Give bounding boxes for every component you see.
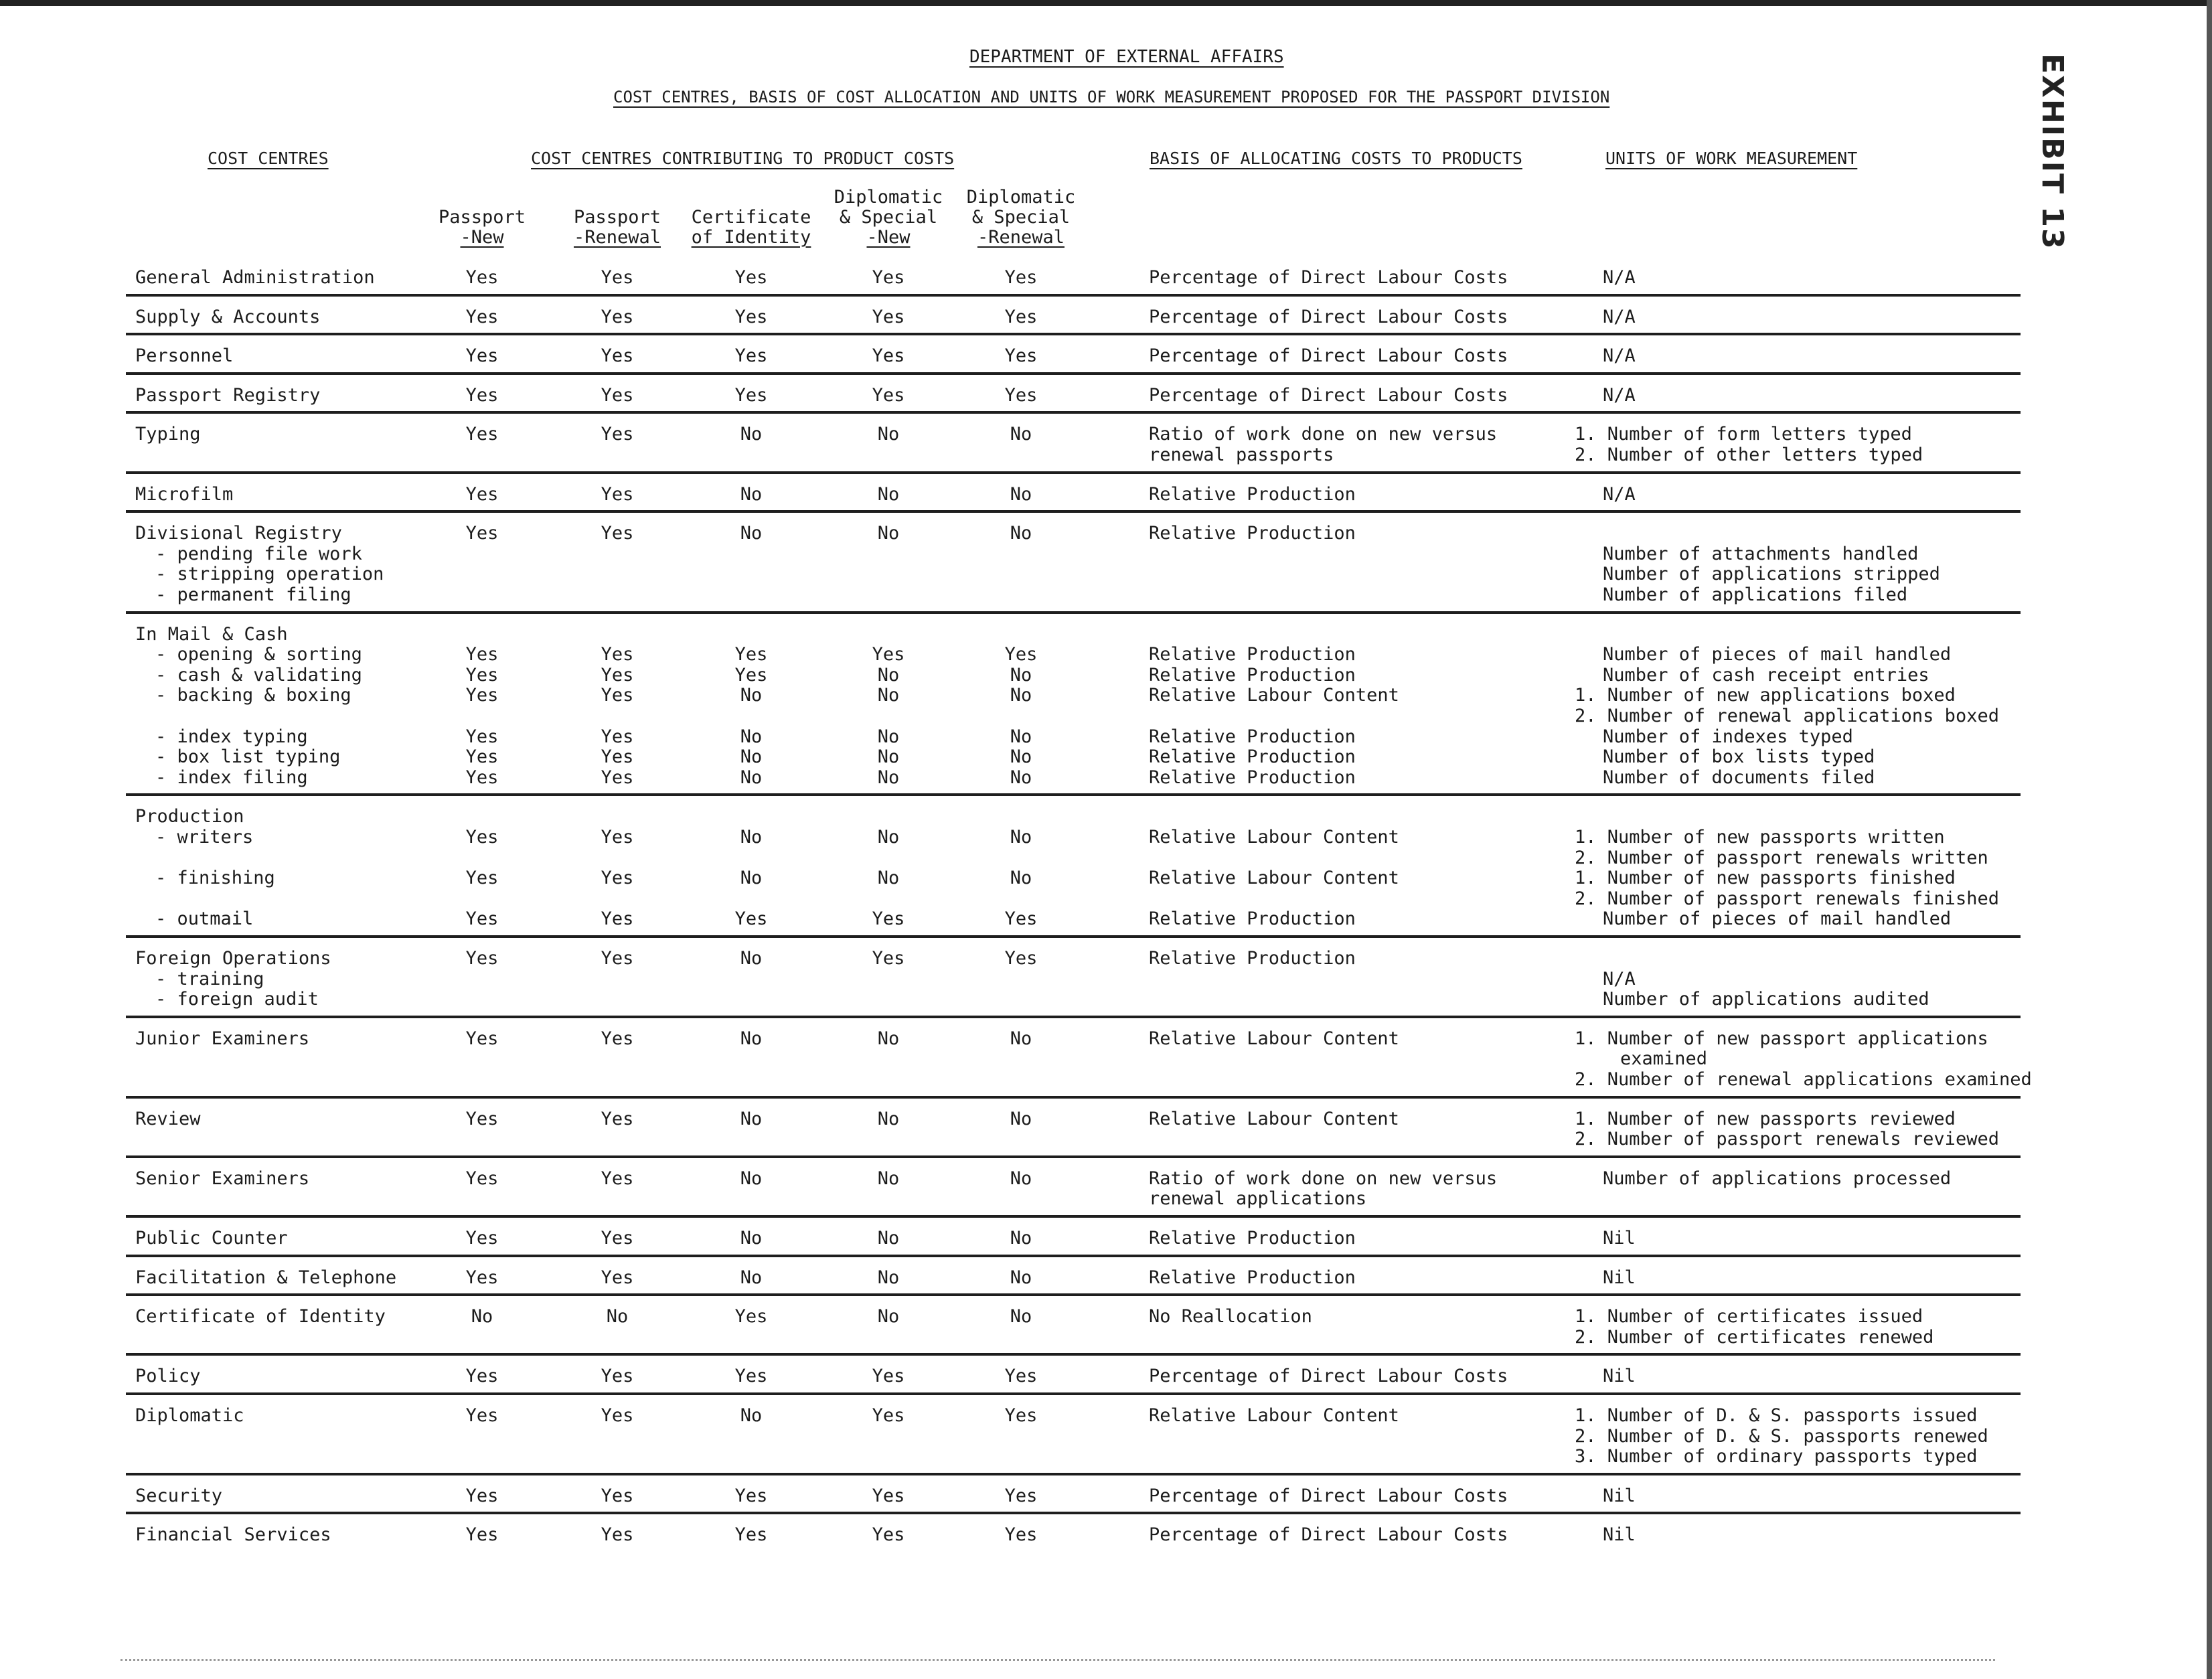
allocation-basis: renewal passports [1149,445,1334,465]
sub-cost-centre: - outmail [155,908,254,930]
allocation-basis: Relative Labour Content [1149,1108,1399,1129]
contribution-flag: Yes [601,424,634,445]
row-divider [126,1155,2021,1158]
work-unit: N/A [1603,483,1636,505]
contribution-flag: Yes [465,685,499,706]
contribution-flag: No [740,746,763,768]
contribution-flag: Yes [465,306,499,327]
cost-centre-name: Typing [135,424,201,445]
contribution-flag: Yes [601,1108,634,1129]
allocation-basis: Relative Labour Content [1149,685,1399,706]
column-header-line: -Renewal [573,227,661,248]
work-unit: 2. Number of certificates renewed [1575,1326,1934,1348]
work-unit: 1. Number of new passports finished [1575,868,1956,889]
sub-cost-centre: - box list typing [155,746,341,768]
work-unit: Number of applications audited [1603,989,1929,1010]
column-header-2 [544,208,691,248]
column-header-line: of Identity [691,227,811,248]
sub-cost-centre: - pending file work [155,543,362,564]
contribution-flag: Yes [734,644,768,665]
contribution-flag: Yes [601,384,634,406]
cost-centre-name: Personnel [135,345,234,367]
contribution-flag: Yes [601,767,634,788]
contribution-flag: Yes [601,644,634,665]
scan-top-edge [0,0,2212,6]
contribution-flag: No [1010,746,1032,768]
contribution-flag: Yes [872,948,905,969]
contribution-flag: No [740,523,763,544]
contribution-flag: Yes [465,483,499,505]
contribution-flag: No [877,1028,900,1049]
contribution-flag: Yes [465,746,499,768]
contribution-flag: No [1010,1267,1032,1288]
contribution-flag: No [740,1108,763,1129]
row-divider [126,935,2021,938]
contribution-flag: Yes [601,1228,634,1249]
row-divider [126,1255,2021,1257]
contribution-flag: No [606,1306,629,1328]
contribution-flag: No [740,1405,763,1426]
contribution-flag: Yes [601,345,634,367]
work-unit: Number of pieces of mail handled [1603,644,1952,665]
cost-centre-name: Review [135,1108,201,1129]
sub-cost-centre: - cash & validating [155,664,362,686]
work-unit: Number of cash receipt entries [1603,664,1929,686]
allocation-basis: Relative Production [1149,948,1356,969]
contribution-flag: Yes [465,1485,499,1506]
row-divider [126,333,2021,335]
work-unit: Number of applications stripped [1603,564,1940,585]
allocation-basis: renewal applications [1149,1188,1367,1210]
document-subtitle: COST CENTRES, BASIS OF COST ALLOCATION AND UNITS OF WORK MEASUREMENT PROPOSED FOR THE PASSPORT DIVISION [613,88,1610,106]
contribution-flag: No [740,767,763,788]
contribution-flag: Yes [601,868,634,889]
contribution-flag: No [877,483,900,505]
contribution-flag: Yes [1004,384,1038,406]
work-unit: N/A [1603,968,1636,989]
row-divider [126,372,2021,375]
contribution-flag: No [740,1168,763,1189]
column-header-1 [408,208,556,248]
column-header-line: & Special [839,207,938,228]
work-unit: N/A [1603,384,1636,406]
contribution-flag: Yes [601,1366,634,1387]
work-unit: Number of pieces of mail handled [1603,908,1952,930]
contribution-flag: No [1010,1306,1032,1328]
contribution-flag: Yes [601,1405,634,1426]
cost-centre-name: Certificate of Identity [135,1306,386,1328]
document-title: DEPARTMENT OF EXTERNAL AFFAIRS [969,47,1284,67]
work-unit: 1. Number of new passport applications [1575,1028,1988,1049]
cost-centre-name: Diplomatic [135,1405,244,1426]
contribution-flag: Yes [465,948,499,969]
contribution-flag: Yes [1004,908,1038,930]
contribution-flag: No [877,1168,900,1189]
allocation-basis: Relative Production [1149,767,1356,788]
allocation-basis: Relative Production [1149,908,1356,930]
contribution-flag: No [877,726,900,747]
allocation-basis: Percentage of Direct Labour Costs [1149,306,1508,327]
contribution-flag: No [1010,827,1032,848]
contribution-flag: No [877,868,900,889]
contribution-flag: Yes [601,726,634,747]
contribution-flag: Yes [465,868,499,889]
allocation-basis: Relative Production [1149,483,1356,505]
bottom-edge-marks [121,1659,1995,1662]
contribution-flag: Yes [601,1524,634,1546]
contribution-flag: Yes [872,345,905,367]
contribution-flag: Yes [1004,1405,1038,1426]
contribution-flag: Yes [601,685,634,706]
contribution-flag: Yes [465,1366,499,1387]
contribution-flag: No [877,746,900,768]
contribution-flag: Yes [601,746,634,768]
column-header-4 [815,187,962,248]
work-unit: Number of applications filed [1603,584,1908,605]
contribution-flag: Yes [734,908,768,930]
contribution-flag: Yes [465,908,499,930]
cost-centre-name: Microfilm [135,483,234,505]
contribution-flag: Yes [465,424,499,445]
allocation-basis: Percentage of Direct Labour Costs [1149,1485,1508,1506]
sub-cost-centre: - finishing [155,868,275,889]
work-unit: 1. Number of form letters typed [1575,424,1912,445]
contribution-flag: Yes [601,1168,634,1189]
row-divider [126,611,2021,614]
contribution-flag: Yes [601,908,634,930]
work-unit: 2. Number of D. & S. passports renewed [1575,1425,1988,1447]
sub-cost-centre: - index filing [155,767,308,788]
contribution-flag: No [740,1228,763,1249]
sub-cost-centre: - opening & sorting [155,644,362,665]
cost-centre-name: Public Counter [135,1228,288,1249]
cost-centre-name: Policy [135,1366,201,1387]
column-header-3 [678,208,825,248]
contribution-flag: No [1010,868,1032,889]
contribution-flag: No [1010,685,1032,706]
column-header-line: Diplomatic [834,187,943,208]
work-unit: Number of indexes typed [1603,726,1853,747]
contribution-flag: No [740,827,763,848]
row-divider [126,1096,2021,1099]
column-header-line: Passport [573,207,661,228]
contribution-flag: No [877,1267,900,1288]
allocation-basis: Percentage of Direct Labour Costs [1149,1524,1508,1546]
allocation-basis: Relative Production [1149,746,1356,768]
contribution-flag: Yes [872,306,905,327]
row-divider [126,1473,2021,1475]
work-unit: 2. Number of passport renewals finished [1575,888,1999,909]
contribution-flag: Yes [1004,1485,1038,1506]
header-basis: BASIS OF ALLOCATING COSTS TO PRODUCTS [1150,149,1522,168]
contribution-flag: Yes [872,644,905,665]
contribution-flag: Yes [465,523,499,544]
contribution-flag: Yes [734,1524,768,1546]
work-unit: Nil [1603,1228,1636,1249]
contribution-flag: No [1010,483,1032,505]
contribution-flag: Yes [601,827,634,848]
contribution-flag: No [877,685,900,706]
cost-centre-name: Divisional Registry [135,523,342,544]
row-divider [126,1392,2021,1395]
work-unit: 2. Number of other letters typed [1575,445,1923,465]
allocation-basis: Percentage of Direct Labour Costs [1149,267,1508,288]
work-unit: Nil [1603,1366,1636,1387]
contribution-flag: Yes [465,827,499,848]
contribution-flag: No [1010,726,1032,747]
cost-centre-name: Junior Examiners [135,1028,310,1049]
column-header-line: -New [460,227,504,248]
row-divider [126,1353,2021,1356]
cost-centre-name: In Mail & Cash [135,623,288,645]
contribution-flag: No [877,1108,900,1129]
contribution-flag: No [471,1306,493,1328]
contribution-flag: No [1010,1028,1032,1049]
exhibit-label: EXHIBIT 13 [2035,54,2069,250]
contribution-flag: Yes [1004,644,1038,665]
row-divider [126,793,2021,796]
contribution-flag: No [740,948,763,969]
allocation-basis: Percentage of Direct Labour Costs [1149,1366,1508,1387]
contribution-flag: Yes [601,664,634,686]
contribution-flag: Yes [734,345,768,367]
contribution-flag: Yes [872,1485,905,1506]
work-unit: Nil [1603,1524,1636,1546]
work-unit: Number of box lists typed [1603,746,1875,768]
cost-centre-name: Production [135,806,244,827]
contribution-flag: Yes [465,1028,499,1049]
contribution-flag: Yes [1004,1524,1038,1546]
contribution-flag: Yes [601,1267,634,1288]
column-header-line: Certificate [691,207,811,228]
cost-centre-name: Security [135,1485,223,1506]
contribution-flag: Yes [872,267,905,288]
contribution-flag: No [877,664,900,686]
contribution-flag: Yes [601,523,634,544]
work-unit: 2. Number of passport renewals reviewed [1575,1129,1999,1150]
contribution-flag: Yes [734,1306,768,1328]
work-unit: 1. Number of new passports written [1575,827,1945,848]
contribution-flag: Yes [465,1524,499,1546]
contribution-flag: No [877,523,900,544]
contribution-flag: Yes [465,644,499,665]
contribution-flag: Yes [1004,345,1038,367]
contribution-flag: No [740,726,763,747]
contribution-flag: Yes [465,664,499,686]
contribution-flag: No [1010,1228,1032,1249]
column-header-5 [947,187,1095,248]
contribution-flag: Yes [872,1524,905,1546]
allocation-basis: Relative Production [1149,644,1356,665]
contribution-flag: Yes [465,1405,499,1426]
contribution-flag: Yes [1004,948,1038,969]
work-unit: examined [1620,1048,1708,1070]
work-unit: 2. Number of renewal applications examined [1575,1069,2032,1090]
row-divider [126,1512,2021,1514]
allocation-basis: Relative Production [1149,1228,1356,1249]
column-header-line: Diplomatic [966,187,1076,208]
allocation-basis: Relative Labour Content [1149,827,1399,848]
contribution-flag: No [877,1306,900,1328]
contribution-flag: Yes [465,1108,499,1129]
contribution-flag: No [1010,523,1032,544]
contribution-flag: No [1010,767,1032,788]
contribution-flag: No [1010,424,1032,445]
column-header-line: & Special [971,207,1071,228]
sub-cost-centre: - stripping operation [155,564,384,585]
sub-cost-centre: - permanent filing [155,584,351,605]
contribution-flag: No [740,424,763,445]
contribution-flag: Yes [734,267,768,288]
work-unit: 1. Number of D. & S. passports issued [1575,1405,1978,1426]
row-divider [126,1016,2021,1018]
cost-centre-name: General Administration [135,267,375,288]
allocation-basis: Ratio of work done on new versus [1149,1168,1498,1189]
contribution-flag: Yes [872,1366,905,1387]
column-header-line: -Renewal [977,227,1065,248]
sub-cost-centre: - index typing [155,726,308,747]
contribution-flag: Yes [465,384,499,406]
allocation-basis: Relative Labour Content [1149,868,1399,889]
cost-centre-name: Passport Registry [135,384,321,406]
allocation-basis: Relative Production [1149,1267,1356,1288]
contribution-flag: Yes [465,767,499,788]
contribution-flag: Yes [465,267,499,288]
allocation-basis: Percentage of Direct Labour Costs [1149,384,1508,406]
header-contributing: COST CENTRES CONTRIBUTING TO PRODUCT COSTS [531,149,955,168]
allocation-basis: Percentage of Direct Labour Costs [1149,345,1508,367]
contribution-flag: Yes [601,267,634,288]
work-unit: 1. Number of new applications boxed [1575,685,1956,706]
contribution-flag: No [740,483,763,505]
contribution-flag: Yes [601,1028,634,1049]
allocation-basis: No Reallocation [1149,1306,1312,1328]
contribution-flag: No [877,767,900,788]
contribution-flag: Yes [465,1228,499,1249]
contribution-flag: Yes [465,1168,499,1189]
sub-cost-centre: - writers [155,827,254,848]
sub-cost-centre: - training [155,968,264,989]
work-unit: Number of attachments handled [1603,543,1919,564]
contribution-flag: Yes [872,908,905,930]
contribution-flag: Yes [734,384,768,406]
row-divider [126,411,2021,414]
contribution-flag: Yes [872,1405,905,1426]
allocation-basis: Relative Production [1149,523,1356,544]
contribution-flag: Yes [734,664,768,686]
contribution-flag: Yes [1004,267,1038,288]
contribution-flag: Yes [872,384,905,406]
work-unit: Number of applications processed [1603,1168,1952,1189]
work-unit: Number of documents filed [1603,767,1875,788]
contribution-flag: Yes [601,306,634,327]
sub-cost-centre: - foreign audit [155,989,319,1010]
contribution-flag: No [1010,1168,1032,1189]
contribution-flag: Yes [601,1485,634,1506]
contribution-flag: No [1010,1108,1032,1129]
work-unit: Nil [1603,1267,1636,1288]
cost-centre-name: Foreign Operations [135,948,331,969]
work-unit: 1. Number of new passports reviewed [1575,1108,1956,1129]
allocation-basis: Relative Production [1149,726,1356,747]
work-unit: Nil [1603,1485,1636,1506]
contribution-flag: Yes [601,483,634,505]
contribution-flag: Yes [734,1485,768,1506]
work-unit: N/A [1603,345,1636,367]
contribution-flag: Yes [465,1267,499,1288]
work-unit: 2. Number of renewal applications boxed [1575,706,1999,726]
work-unit: 2. Number of passport renewals written [1575,847,1988,868]
work-unit: N/A [1603,306,1636,327]
work-unit: 3. Number of ordinary passports typed [1575,1446,1978,1467]
contribution-flag: Yes [465,726,499,747]
contribution-flag: No [740,1028,763,1049]
column-header-line: Passport [438,207,526,228]
allocation-basis: Relative Labour Content [1149,1028,1399,1049]
allocation-basis: Relative Labour Content [1149,1405,1399,1426]
scan-right-edge [2207,0,2212,1679]
work-unit: 1. Number of certificates issued [1575,1306,1923,1328]
row-divider [126,1215,2021,1218]
contribution-flag: Yes [1004,306,1038,327]
row-divider [126,510,2021,513]
allocation-basis: Ratio of work done on new versus [1149,424,1498,445]
contribution-flag: Yes [601,948,634,969]
row-divider [126,471,2021,474]
contribution-flag: No [740,685,763,706]
contribution-flag: Yes [1004,1366,1038,1387]
header-units: UNITS OF WORK MEASUREMENT [1605,149,1858,168]
work-unit: N/A [1603,267,1636,288]
contribution-flag: No [877,827,900,848]
allocation-basis: Relative Production [1149,664,1356,686]
contribution-flag: No [740,868,763,889]
contribution-flag: No [877,424,900,445]
contribution-flag: No [877,1228,900,1249]
sub-cost-centre: - backing & boxing [155,685,351,706]
column-header-line: -New [866,227,911,248]
cost-centre-name: Senior Examiners [135,1168,310,1189]
contribution-flag: Yes [734,306,768,327]
cost-centre-name: Supply & Accounts [135,306,321,327]
row-divider [126,1293,2021,1296]
contribution-flag: No [740,1267,763,1288]
contribution-flag: No [1010,664,1032,686]
contribution-flag: Yes [734,1366,768,1387]
row-divider [126,294,2021,297]
header-cost-centres: COST CENTRES [208,149,329,168]
contribution-flag: Yes [465,345,499,367]
cost-centre-name: Facilitation & Telephone [135,1267,397,1288]
cost-centre-name: Financial Services [135,1524,331,1546]
